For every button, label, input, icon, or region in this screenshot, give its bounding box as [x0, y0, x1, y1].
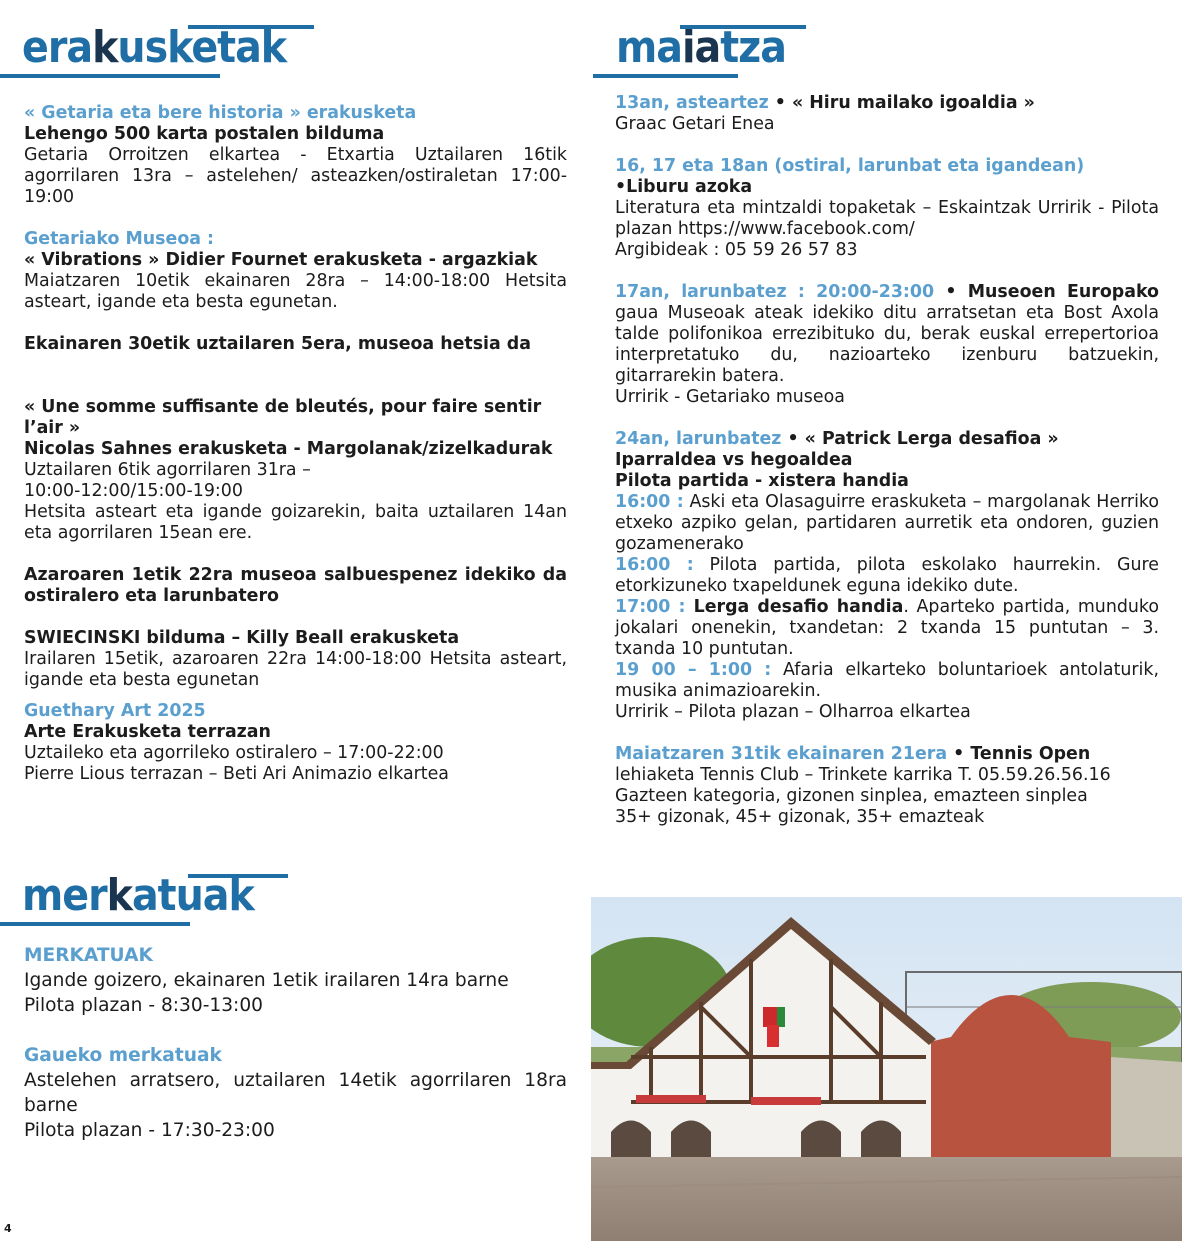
event-2-title: •Liburu azoka: [615, 177, 753, 197]
erakusketak-column: [24, 103, 567, 785]
museum-closure-notice: Ekainaren 30etik uztailaren 5era, museoa hetsia da: [24, 334, 531, 354]
exhibit-subtitle: « Vibrations » Didier Fournet erakusketa - argazkiak: [24, 250, 538, 270]
exhibit-subtitle: Nicolas Sahnes erakusketa - Margolanak/zizelkadurak: [24, 439, 553, 459]
page-number: 4: [4, 1222, 12, 1235]
event-4-slot: 16:00 : Aski eta Olasaguirre eraskuketa – margolanak Herriko etxeko azpiko gelan, partidaren aurretik eta ondoren, guzien gozamenerako: [615, 492, 1159, 554]
event-2-desc: Literatura eta mintzaldi topaketak – Eskaintzak Urririk - Pilota plazan https://www.facebook.com/: [615, 198, 1159, 239]
event-5-line: 35+ gizonak, 45+ gizonak, 35+ emazteak: [615, 807, 985, 827]
event-3-place: Urririk - Getariako museoa: [615, 387, 845, 407]
maiatza-title: maiatza: [616, 22, 786, 73]
museum-special-opening: Azaroaren 1etik 22ra museoa salbuespenez idekiko da ostiralero eta larunbatero: [24, 565, 567, 606]
event-2-date: 16, 17 eta 18an (ostiral, larunbat eta igandean): [615, 156, 1085, 176]
market-line: Pilota plazan - 8:30-13:00: [24, 995, 263, 1016]
event-1: 13an, asteartez • « Hiru mailako igoaldia »: [615, 93, 1035, 113]
market-line: Pilota plazan - 17:30-23:00: [24, 1120, 275, 1141]
exhibit-heading: Guethary Art 2025: [24, 701, 206, 721]
exhibit-subtitle: Lehengo 500 karta postalen bilduma: [24, 124, 385, 144]
event-4-sub2: Pilota partida - xistera handia: [615, 471, 909, 491]
event-4-slot: 17:00 : Lerga desafio handia. Aparteko partida, munduko jokalari onenekin, txandetan: 2 txanda 15 puntutan – 3. txanda 10 puntutan.: [615, 597, 1159, 659]
maiatza-column: [615, 93, 1159, 828]
erakusketak-title-rule-bottom: [0, 74, 220, 78]
exhibit-place: Pierre Lious terrazan – Beti Ari Animazio elkartea: [24, 764, 449, 784]
exhibit-heading: Getariako Museoa :: [24, 229, 215, 249]
event-4-place: Urririk – Pilota plazan – Olharroa elkartea: [615, 702, 971, 722]
exhibit-heading: SWIECINSKI bilduma – Killy Beall erakusketa: [24, 628, 460, 648]
event-2-info: Argibideak : 05 59 26 57 83: [615, 240, 858, 260]
event-4-slot: 16:00 : Pilota partida, pilota eskolako haurrekin. Gure etorkizuneko txapeldunek eguna idekiko dute.: [615, 555, 1159, 596]
event-5-line: Gazteen kategoria, gizonen sinplea, emazteen sinplea: [615, 786, 1088, 806]
merkatuak-column: [24, 943, 567, 1143]
exhibit-heading: « Une somme suffisante de bleutés, pour faire sentir l’air »: [24, 397, 542, 438]
event-4-sub1: Iparraldea vs hegoaldea: [615, 450, 853, 470]
exhibit-hours: Uztaileko eta agorrileko ostiralero – 17:00-22:00: [24, 743, 444, 763]
exhibit-dates: Uztailaren 6tik agorrilaren 31ra –: [24, 460, 311, 480]
market-line: Igande goizero, ekainaren 1etik irailaren 14ra barne: [24, 970, 509, 991]
event-3: 17an, larunbatez : 20:00-23:00 • Museoen Europako gaua Museoak ateak idekiko ditu arratsetan eta Bost Axola talde polifonikoa errezibituko du, berak euskal errepertorioa interpretatuko du, nazioarteko izenburu batzuekin, gitarrarekin batera.: [615, 282, 1159, 386]
event-5-line: lehiaketa Tennis Club – Trinkete karrika T. 05.59.26.56.16: [615, 765, 1111, 785]
event-5: Maiatzaren 31tik ekainaren 21era • Tennis Open: [615, 744, 1091, 764]
event-1-place: Graac Getari Enea: [615, 114, 775, 134]
merkatuak-title: merkatuak: [22, 870, 254, 921]
exhibit-subtitle: Arte Erakusketa terrazan: [24, 722, 271, 742]
market-heading: MERKATUAK: [24, 945, 153, 966]
event-4: 24an, larunbatez • « Patrick Lerga desafioa »: [615, 429, 1059, 449]
event-4-slot: 19 00 – 1:00 : Afaria elkarteko boluntarioek antolaturik, musika animazioarekin.: [615, 660, 1159, 701]
exhibit-heading: « Getaria eta bere historia » erakusketa: [24, 103, 417, 123]
exhibit-details: Hetsita asteart eta igande goizarekin, baita uztailaren 14an eta agorrilaren 15ean ere.: [24, 502, 567, 543]
erakusketak-title: erakusketak: [22, 22, 287, 73]
merkatuak-title-rule-bottom: [0, 922, 190, 926]
exhibit-details: Getaria Orroitzen elkartea - Etxartia Uztailaren 16tik agorrilaren 13ra – astelehen/ asteazken/ostiraletan 17:00-19:00: [24, 145, 567, 207]
maiatza-title-rule-bottom: [593, 74, 738, 78]
exhibit-hours: 10:00-12:00/15:00-19:00: [24, 481, 243, 501]
exhibit-details: Irailaren 15etik, azaroaren 22ra 14:00-18:00 Hetsita asteart, igande eta besta egunetan: [24, 649, 567, 690]
exhibit-details: Maiatzaren 10etik ekainaren 28ra – 14:00-18:00 Hetsita asteart, igande eta besta egunetan.: [24, 271, 567, 312]
market-heading: Gaueko merkatuak: [24, 1045, 222, 1066]
pilota-plaza-photo: [591, 897, 1182, 1241]
market-line: Astelehen arratsero, uztailaren 14etik agorrilaren 18ra barne: [24, 1070, 567, 1116]
